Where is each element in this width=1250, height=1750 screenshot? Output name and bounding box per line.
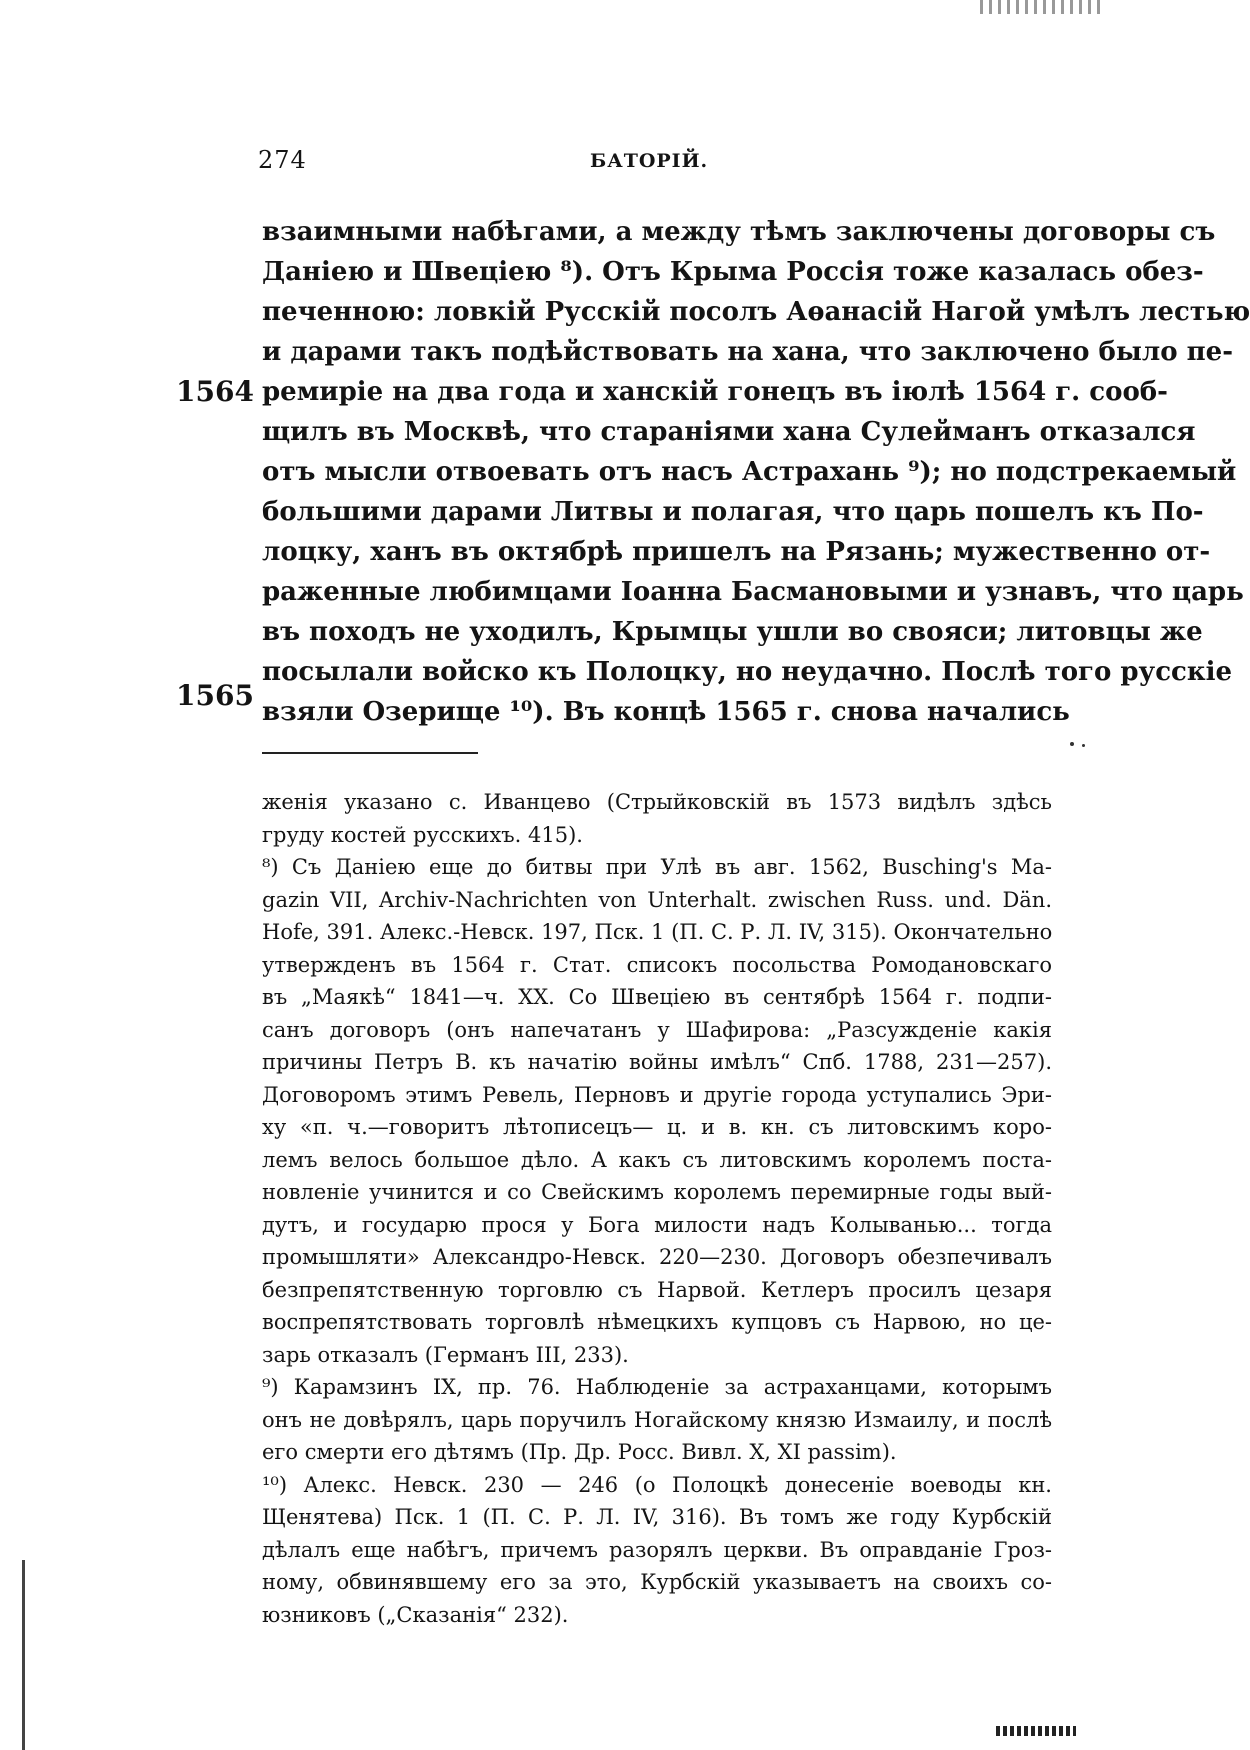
margin-year-1565: 1565 — [176, 679, 254, 712]
footnote-line: gazin VII, Archiv-Nachrichten von Unterhalt. zwischen Russ. und. Dän. — [262, 887, 1052, 912]
scan-noise-top — [980, 0, 1100, 14]
footnote-separator — [262, 752, 478, 754]
main-line: и дарами такъ подѣйствовать на хана, что заключено было пе- — [262, 337, 1234, 367]
footnote-line: Hofe, 391. Алекс.-Невск. 197, Пск. 1 (П. С. Р. Л. IV, 315). Окончательно — [262, 920, 1053, 944]
margin-year-1564: 1564 — [176, 375, 254, 408]
footnote-line: безпрепятственную торговлю съ Нарвой. Кетлеръ просилъ цезаря — [262, 1277, 1052, 1302]
scan-edge-bar — [22, 1560, 25, 1750]
footnote-line: ⁹) Карамзинъ IX, пр. 76. Наблюденіе за астраханцами, которымъ — [262, 1375, 1052, 1399]
footnote-line: Щенятева) Пск. 1 (П. С. Р. Л. IV, 316). Въ томъ же году Курбскій — [262, 1505, 1052, 1529]
footnote-line: воспрепятствовать торговлѣ нѣмецкихъ купцовъ съ Нарвою, но це- — [262, 1310, 1052, 1334]
main-line: большими дарами Литвы и полагая, что царь пошелъ къ По- — [262, 497, 1204, 527]
footnote-line: ¹⁰) Алекс. Невск. 230 — 246 (о Полоцкѣ донесеніе воеводы кн. — [262, 1472, 1052, 1497]
footnote-line: его смерти его дѣтямъ (Пр. Др. Росс. Вивл. X, XI passim). — [262, 1440, 897, 1464]
footnote-line: въ „Маякѣ“ 1841—ч. XX. Со Швеціею въ сентябрѣ 1564 г. подпи- — [262, 985, 1052, 1009]
footnote-line: Договоромъ этимъ Ревель, Перновъ и другіе города уступались Эри- — [262, 1082, 1052, 1107]
main-line: въ походъ не уходилъ, Крымцы ушли во свояси; литовцы же — [262, 617, 1203, 647]
main-line: отъ мысли отвоевать отъ насъ Астрахань ⁹); но подстрекаемый — [262, 457, 1237, 487]
footnote-line: ному, обвинявшему его за это, Курбскій указываетъ на своихъ со- — [262, 1570, 1052, 1594]
main-line: посылали войско къ Полоцку, но неудачно. Послѣ того русскіе — [262, 657, 1233, 687]
footnote-line: новленіе учинится и со Свейскимъ королемъ перемирные годы вый- — [262, 1180, 1052, 1204]
scan-speck — [1082, 744, 1085, 747]
footnote-line: юзниковъ („Сказанія“ 232). — [262, 1602, 569, 1627]
footnote-line: промышляти» Александро-Невск. 220—230. Договоръ обезпечивалъ — [262, 1245, 1052, 1269]
footnote-line: зарь отказалъ (Германъ III, 233). — [262, 1342, 629, 1367]
footnote-line: онъ не довѣрялъ, царь поручилъ Ногайскому князю Измаилу, и послѣ — [262, 1407, 1052, 1432]
scan-speck — [1070, 742, 1074, 746]
footnote-line: дѣлалъ еще набѣгъ, причемъ разорялъ церкви. Въ оправданіе Гроз- — [262, 1537, 1052, 1562]
page-number: 274 — [258, 146, 307, 174]
main-line: щилъ въ Москвѣ, что стараніями хана Сулейманъ отказался — [262, 417, 1196, 447]
footnote-line: дутъ, и государю прося у Бога милости надъ Колыванью... тогда — [262, 1212, 1052, 1237]
footnote-line: ху «п. ч.—говоритъ лѣтописецъ— ц. и в. кн. съ литовскимъ коро- — [262, 1115, 1052, 1139]
main-line: раженные любимцами Іоанна Басмановыми и узнавъ, что царь — [262, 577, 1244, 607]
footnote-line: причины Петръ В. къ начатію войны имѣлъ“ Спб. 1788, 231—257). — [262, 1050, 1052, 1074]
footnote-line: женія указано с. Иванцево (Стрыйковскій въ 1573 видѣлъ здѣсь — [262, 790, 1052, 814]
footnote-line: груду костей русскихъ. 415). — [262, 822, 583, 847]
footnotes — [262, 786, 1052, 1631]
footnote-line: ⁸) Съ Даніею еще до битвы при Улѣ въ авг. 1562, Busching's Ma- — [262, 855, 1052, 879]
scan-noise-bottom — [996, 1726, 1076, 1736]
main-line: ремиріе на два года и ханскій гонецъ въ іюлѣ 1564 г. сооб- — [262, 377, 1168, 407]
footnote-line: лемъ велось большое дѣло. А какъ съ литовскимъ королемъ поста- — [262, 1147, 1052, 1172]
main-line: взяли Озерище ¹⁰). Въ концѣ 1565 г. снова начались — [262, 697, 1070, 727]
footnote-line: санъ договоръ (онъ напечатанъ у Шафирова: „Разсужденіе какія — [262, 1017, 1052, 1042]
main-line: Даніею и Швеціею ⁸). Отъ Крыма Россія тоже казалась обез- — [262, 257, 1204, 287]
main-line: печенною: ловкій Русскій посолъ Аѳанасій Нагой умѣлъ лестью — [262, 297, 1250, 327]
running-head: БАТОРІЙ. — [590, 150, 709, 172]
main-text — [262, 212, 1250, 732]
main-line: лоцку, ханъ въ октябрѣ пришелъ на Рязань; мужественно от- — [262, 537, 1211, 567]
footnote-line: утвержденъ въ 1564 г. Стат. списокъ посольства Ромодановскаго — [262, 952, 1052, 977]
main-line: взаимными набѣгами, а между тѣмъ заключены договоры съ — [262, 217, 1216, 247]
